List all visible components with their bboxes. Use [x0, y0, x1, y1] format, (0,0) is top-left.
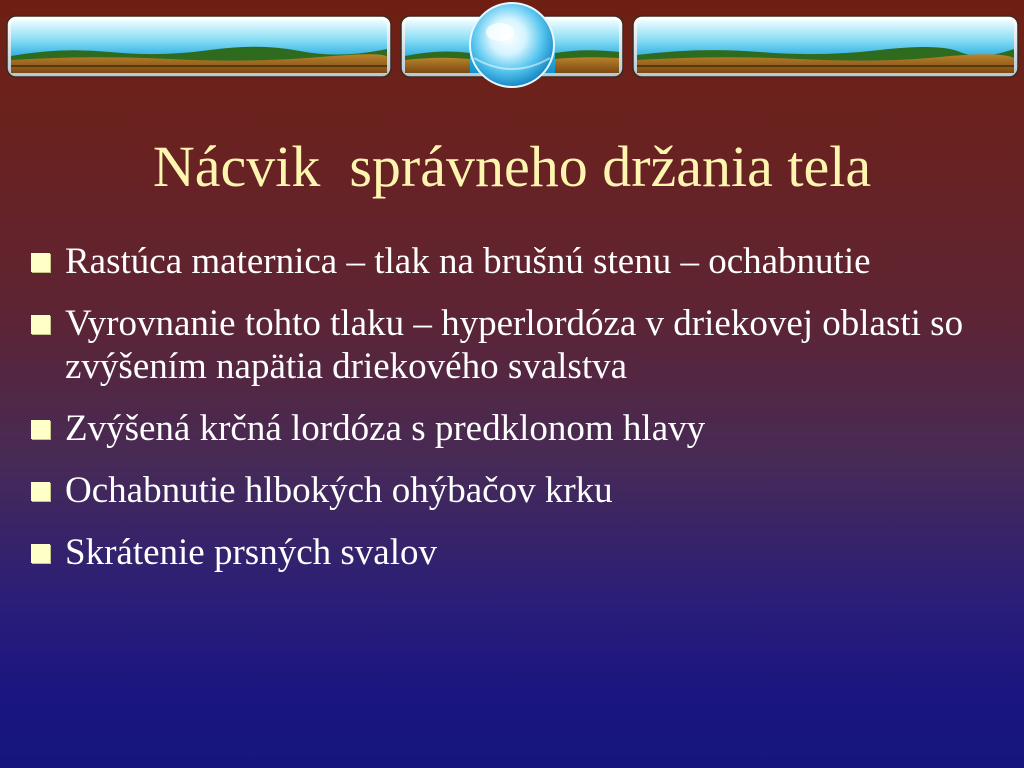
landscape-banner — [0, 0, 1024, 100]
globe-icon — [470, 3, 554, 87]
bullet-text: Rastúca maternica – tlak na brušnú stenu – ochabnutie — [65, 241, 871, 282]
bullet-text: Vyrovnanie tohto tlaku – hyperlordóza v driekovej oblasti so zvýšením napätia driekového svalstva — [65, 303, 964, 387]
bullet-list — [28, 240, 1008, 593]
square-bullet-icon — [31, 253, 50, 272]
list-item — [28, 469, 1008, 512]
square-bullet-icon — [31, 544, 50, 563]
banner-panel-left — [7, 16, 391, 77]
square-bullet-icon — [31, 420, 50, 439]
bullet-text: Skrátenie prsných svalov — [65, 532, 437, 573]
list-item — [28, 240, 1008, 283]
list-item — [28, 302, 1008, 388]
list-item — [28, 407, 1008, 450]
banner-panel-right — [633, 16, 1018, 77]
square-bullet-icon — [31, 482, 50, 501]
list-item — [28, 531, 1008, 574]
bullet-text: Zvýšená krčná lordóza s predklonom hlavy — [65, 408, 706, 449]
slide-title: Nácvik správneho držania tela — [152, 134, 872, 199]
bullet-text: Ochabnutie hlbokých ohýbačov krku — [65, 470, 613, 511]
square-bullet-icon — [31, 315, 50, 334]
